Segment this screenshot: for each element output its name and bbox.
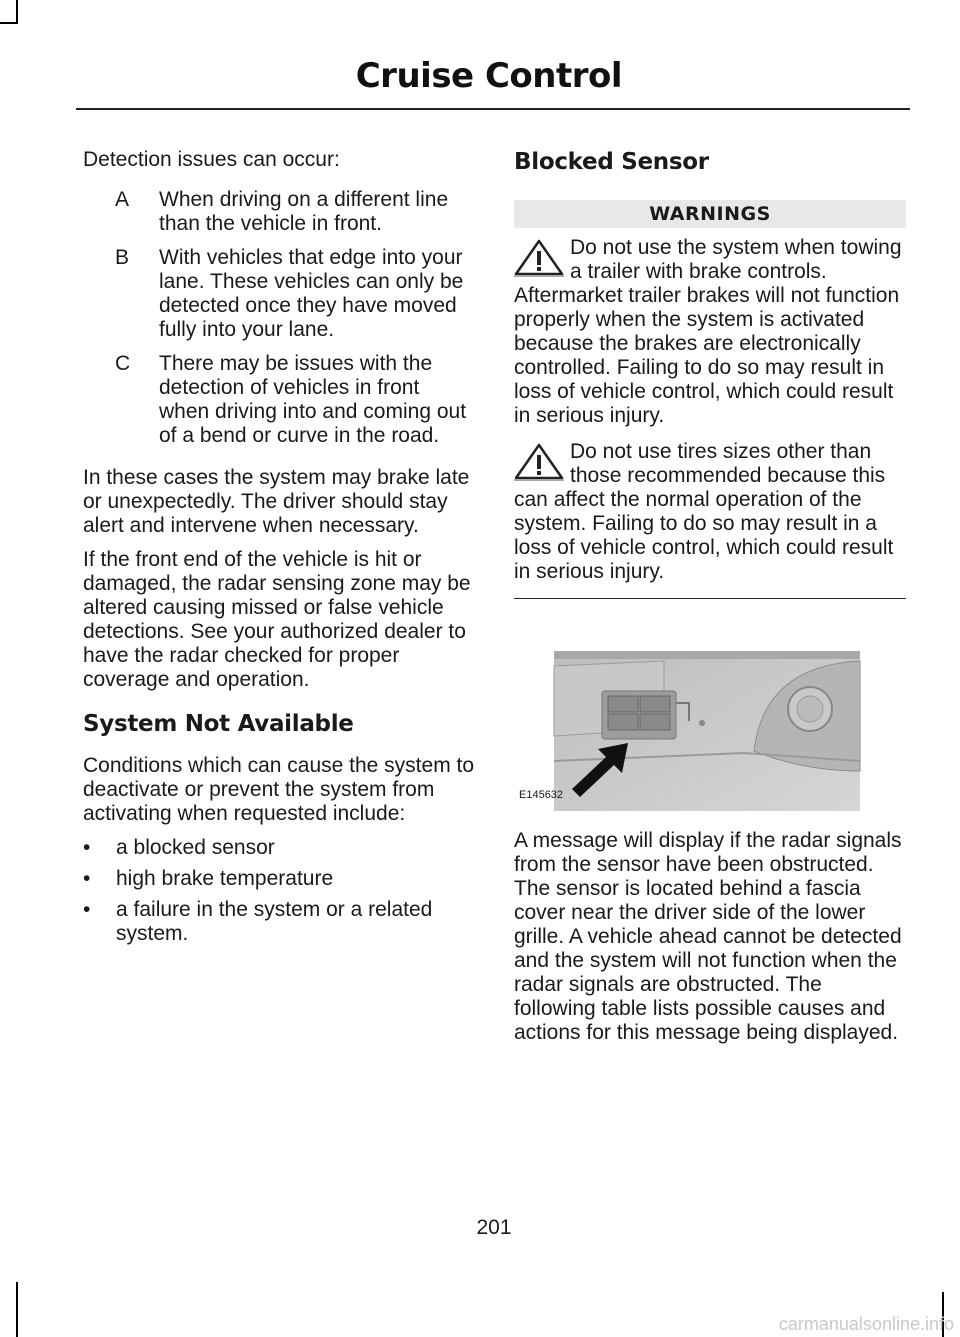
- warning-text: Do not use tires sizes other than those recommended because this can affect the normal operation of the system. Failing to do so may result in a loss of vehicle control, which could result in serious injury.: [514, 440, 894, 583]
- crop-mark-top-left-v: [16, 0, 18, 24]
- condition-text: a blocked sensor: [116, 836, 275, 859]
- case-letter: B: [115, 246, 130, 269]
- warning-triangle-icon: [514, 238, 566, 278]
- case-text: When driving on a different line than the vehicle in front.: [159, 188, 449, 235]
- case-letter: A: [115, 188, 130, 211]
- warning-block: [514, 236, 906, 428]
- crop-mark-top-left-h: [0, 22, 18, 24]
- figure-code: E145632: [519, 789, 564, 801]
- bullet-icon: •: [83, 898, 91, 921]
- warning-block: [514, 440, 906, 584]
- warnings-end-rule: [514, 598, 906, 599]
- watermark: carmanualsonline.info: [778, 1314, 954, 1334]
- section-intro: Conditions which can cause the system to deactivate or prevent the system from activating when requested include:: [83, 754, 475, 825]
- warning-triangle-icon: [514, 442, 566, 482]
- figure-caption: A message will display if the radar signals from the sensor have been obstructed. The sensor is located behind a fascia cover near the driver side of the lower grille. A vehicle ahead cannot be detected and the system will not function when the radar signals are obstructed. The following table lists possible causes and actions for this message being displayed.: [514, 829, 902, 1044]
- condition-text: a failure in the system or a related system.: [116, 898, 433, 945]
- list-item: [83, 188, 475, 236]
- list-item: [83, 352, 475, 448]
- detection-intro: Detection issues can occur:: [83, 148, 340, 171]
- section-heading-system-not-available: System Not Available: [83, 711, 354, 737]
- condition-text: high brake temperature: [116, 867, 334, 890]
- case-text: With vehicles that edge into your lane. These vehicles can only be detected once they have moved fully into your lane.: [159, 246, 464, 341]
- page-number: 201: [476, 1216, 512, 1239]
- left-column: [83, 148, 475, 953]
- header-rule: [76, 108, 910, 110]
- list-item: [83, 867, 475, 891]
- warning-text: Do not use the system when towing a trailer with brake controls. Aftermarket trailer brakes will not function properly when the system is activated because the brakes are electronically controlled. Failing to do so may result in loss of vehicle control, which could result in serious injury.: [514, 236, 902, 427]
- sensor-location-figure: [514, 611, 906, 811]
- detection-cases-list: [83, 188, 475, 448]
- conditions-list: [83, 836, 475, 946]
- list-item: [83, 898, 475, 946]
- paragraph-brake-late: In these cases the system may brake late or unexpectedly. The driver should stay alert and intervene when necessary.: [83, 466, 470, 537]
- crop-mark-bottom-left-v: [16, 1282, 18, 1337]
- list-item: [83, 246, 475, 342]
- case-letter: C: [115, 352, 131, 375]
- right-column: [514, 148, 906, 1055]
- page-title: Cruise Control: [355, 56, 622, 96]
- warnings-header: WARNINGS: [514, 200, 906, 228]
- bullet-icon: •: [83, 867, 91, 890]
- paragraph-front-damage: If the front end of the vehicle is hit or damaged, the radar sensing zone may be altered causing missed or false vehicle detections. See your authorized dealer to have the radar checked for proper coverage and operation.: [83, 548, 471, 691]
- bullet-icon: •: [83, 836, 91, 859]
- sensor-illustration: [514, 611, 906, 811]
- section-heading-blocked-sensor: Blocked Sensor: [514, 149, 709, 175]
- case-text: There may be issues with the detection of vehicles in front when driving into and coming out of a bend or curve in the road.: [159, 352, 467, 447]
- list-item: [83, 836, 475, 860]
